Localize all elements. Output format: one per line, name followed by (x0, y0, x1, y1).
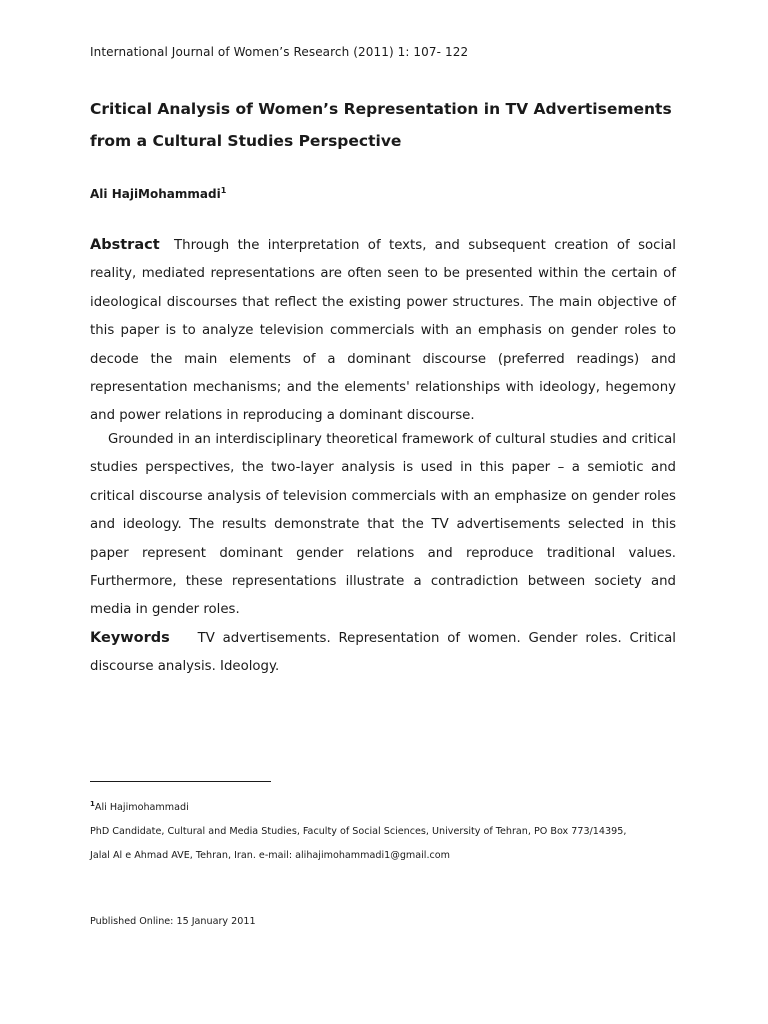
author-footnote-marker: 1 (220, 186, 227, 195)
paper-title-line-1: Critical Analysis of Women’s Representation in TV Advertisements (90, 100, 672, 118)
journal-citation: International Journal of Women’s Research (2011) 1: 107- 122 (90, 45, 469, 59)
keywords-paragraph (90, 624, 676, 682)
author-line (90, 186, 226, 201)
footnote-address-email: Jalal Al e Ahmad AVE, Tehran, Iran. e-mail: alihajimohammadi1@gmail.com (90, 850, 451, 861)
keywords-text: TV advertisements. Representation of women. Gender roles. Critical discourse analysis. Ideology. (90, 631, 676, 675)
author-footnote (90, 792, 690, 868)
footnote-author-line (90, 792, 690, 820)
author-name: Ali HajiMohammadi (90, 187, 221, 201)
paper-title-line-2: from a Cultural Studies Perspective (90, 132, 402, 150)
paper-title (90, 93, 690, 157)
abstract-paragraph-1 (90, 231, 676, 431)
footnote-affiliation: PhD Candidate, Cultural and Media Studies, Faculty of Social Sciences, University of Tehran, PO Box 773/14395, (90, 826, 627, 837)
abstract-paragraph-2: Grounded in an interdisciplinary theoretical framework of cultural studies and critical studies perspectives, the two-layer analysis is used in this paper – a semiotic and critical discourse analysis of television commercials with an emphasize on gender roles and ideology. The results demonstrate that the TV advertisements selected in this paper represent dominant gender relations and reproduce traditional values. Furthermore, these representations illustrate a contradiction between society and media in gender roles. (90, 432, 676, 618)
keywords-heading: Keywords (90, 630, 170, 646)
footnote-divider (90, 781, 271, 782)
footnote-marker: 1 (90, 800, 95, 808)
abstract-text-1: Through the interpretation of texts, and subsequent creation of social reality, mediated representations are often seen to be presented within the certain of ideological discourses that reflect the existing power structures. The main objective of this paper is to analyze television commercials with an emphasis on gender roles to decode the main elements of a dominant discourse (preferred readings) and representation mechanisms; and the elements' relationships with ideology, hegemony and power relations in reproducing a dominant discourse. (90, 238, 676, 424)
footnote-author-name: Ali Hajimohammadi (94, 802, 189, 813)
abstract-heading: Abstract (90, 237, 160, 253)
published-date: Published Online: 15 January 2011 (90, 916, 256, 927)
